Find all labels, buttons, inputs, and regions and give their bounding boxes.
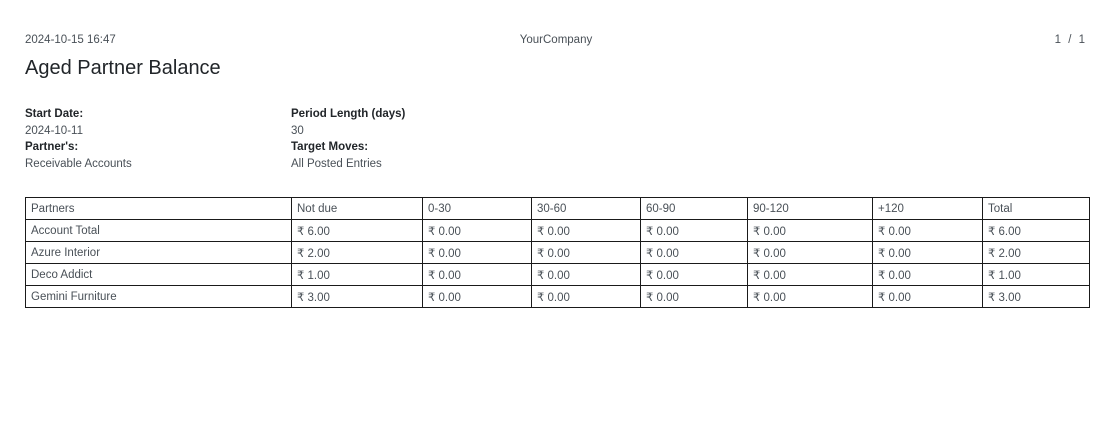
- start-date-value: 2024-10-11: [25, 124, 83, 137]
- filters-section: [25, 106, 1089, 172]
- aged-balance-table: [25, 197, 1090, 308]
- amount-cell: ₹ 0.00: [532, 220, 641, 242]
- amount-cell: ₹ 1.00: [983, 264, 1090, 286]
- amount-cell: ₹ 0.00: [532, 264, 641, 286]
- amount-cell: ₹ 3.00: [292, 286, 423, 308]
- amount-cell: ₹ 0.00: [873, 264, 983, 286]
- partners-value: Receivable Accounts: [25, 157, 132, 170]
- report-datetime: 2024-10-15 16:47: [25, 34, 116, 46]
- amount-cell: ₹ 6.00: [292, 220, 423, 242]
- amount-cell: ₹ 0.00: [748, 286, 873, 308]
- amount-cell: ₹ 3.00: [983, 286, 1090, 308]
- column-header-plus-120: +120: [873, 198, 983, 220]
- amount-cell: ₹ 0.00: [641, 264, 748, 286]
- amount-cell: ₹ 0.00: [641, 242, 748, 264]
- column-header-0-30: 0-30: [423, 198, 532, 220]
- amount-cell: ₹ 0.00: [423, 264, 532, 286]
- amount-cell: ₹ 0.00: [873, 220, 983, 242]
- amount-cell: ₹ 0.00: [423, 242, 532, 264]
- amount-cell: ₹ 0.00: [532, 242, 641, 264]
- period-length-value: 30: [291, 124, 304, 137]
- period-length-label: Period Length (days): [291, 108, 406, 120]
- amount-cell: ₹ 0.00: [748, 242, 873, 264]
- table-header-row: [26, 198, 1090, 220]
- page-title: Aged Partner Balance: [25, 57, 221, 79]
- amount-cell: ₹ 0.00: [873, 242, 983, 264]
- amount-cell: ₹ 0.00: [423, 220, 532, 242]
- column-header-90-120: 90-120: [748, 198, 873, 220]
- amount-cell: ₹ 0.00: [873, 286, 983, 308]
- filter-col-right: [291, 106, 1089, 172]
- amount-cell: ₹ 1.00: [292, 264, 423, 286]
- amount-cell: ₹ 0.00: [532, 286, 641, 308]
- column-header-not-due: Not due: [292, 198, 423, 220]
- table-row: [26, 242, 1090, 264]
- report-header: [0, 0, 1117, 46]
- company-name: YourCompany: [519, 34, 593, 46]
- target-moves-label: Target Moves:: [291, 141, 369, 153]
- amount-cell: ₹ 2.00: [292, 242, 423, 264]
- partner-name-cell: Azure Interior: [26, 242, 292, 264]
- table-row: [26, 286, 1090, 308]
- amount-cell: ₹ 2.00: [983, 242, 1090, 264]
- start-date-label: Start Date:: [25, 108, 84, 120]
- amount-cell: ₹ 6.00: [983, 220, 1090, 242]
- partner-name-cell: Deco Addict: [26, 264, 292, 286]
- table-row: [26, 220, 1090, 242]
- filter-col-left: [25, 106, 291, 172]
- target-moves-value: All Posted Entries: [291, 157, 382, 170]
- column-header-30-60: 30-60: [532, 198, 641, 220]
- column-header-total: Total: [983, 198, 1090, 220]
- amount-cell: ₹ 0.00: [423, 286, 532, 308]
- partners-label: Partner's:: [25, 141, 79, 153]
- partner-name-cell: Account Total: [26, 220, 292, 242]
- partner-name-cell: Gemini Furniture: [26, 286, 292, 308]
- table-row: [26, 264, 1090, 286]
- amount-cell: ₹ 0.00: [641, 220, 748, 242]
- amount-cell: ₹ 0.00: [748, 220, 873, 242]
- column-header-60-90: 60-90: [641, 198, 748, 220]
- column-header-partners: Partners: [26, 198, 292, 220]
- amount-cell: ₹ 0.00: [641, 286, 748, 308]
- page-indicator: 1 / 1: [1054, 34, 1087, 46]
- amount-cell: ₹ 0.00: [748, 264, 873, 286]
